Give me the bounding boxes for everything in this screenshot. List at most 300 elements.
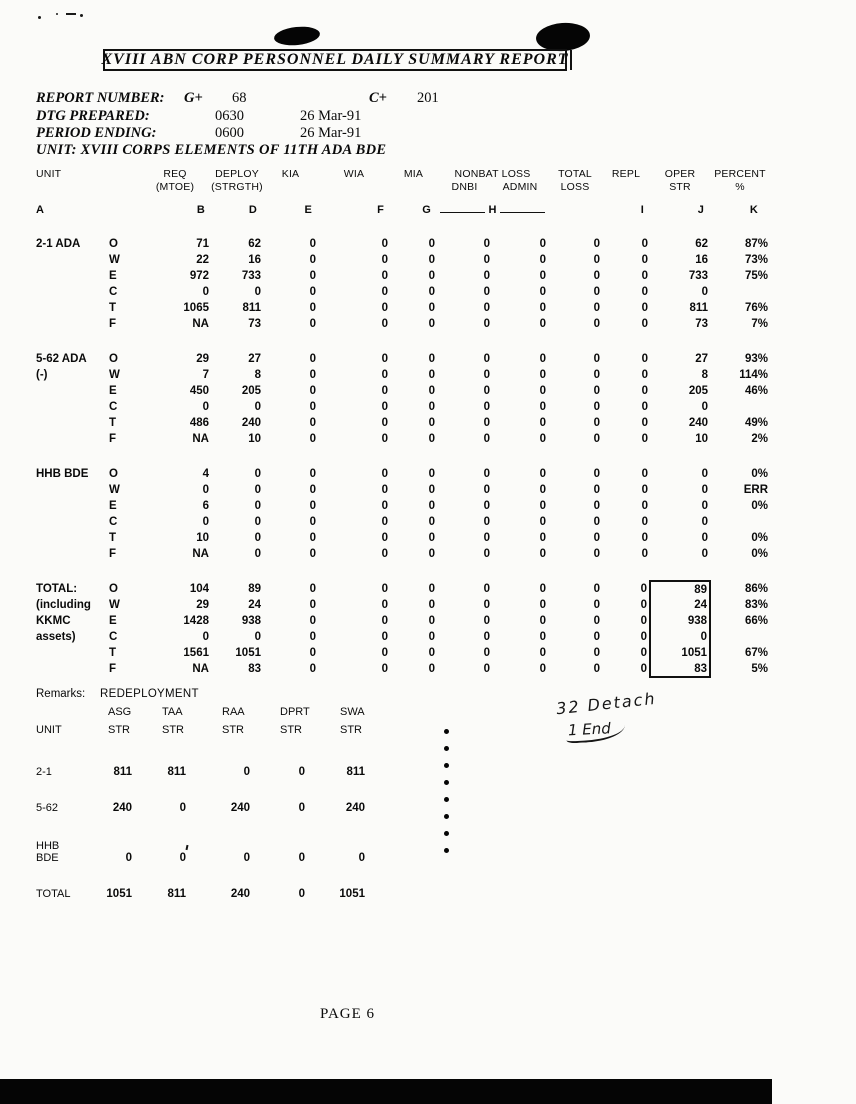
cell-value: 4	[202, 468, 209, 480]
row-letter: T	[109, 532, 117, 544]
cell-value: NA	[192, 318, 209, 330]
redeployment-label: REDEPLOYMENT	[100, 688, 199, 700]
cell-value: 0	[428, 647, 435, 659]
col-header-req: REQ	[163, 168, 187, 180]
cell-value: 0	[381, 516, 388, 528]
cell-value: 8	[701, 369, 709, 381]
unit-label	[30, 383, 105, 399]
cell-value: 0	[539, 548, 547, 560]
table-row	[30, 482, 770, 498]
col-letter-e: E	[304, 204, 312, 216]
cell-value: 0	[593, 484, 601, 496]
row-letter: O	[109, 353, 118, 365]
cell-value: 0	[428, 254, 435, 266]
unit-label	[30, 316, 105, 332]
unit-label	[30, 431, 105, 447]
cell-value: 0	[539, 433, 547, 445]
cell-value: 811	[242, 302, 261, 314]
cell-value: 0	[309, 318, 316, 330]
cell-value: ERR	[743, 484, 769, 496]
col-header-oper: OPER	[664, 168, 696, 180]
cell-value: 0	[309, 599, 316, 611]
unit-label: 5-62	[36, 802, 59, 814]
cell-value: 16	[248, 254, 261, 266]
cell-value: 0	[539, 369, 547, 381]
bullet-dot	[444, 814, 449, 819]
cell-value: 0	[428, 369, 435, 381]
cell-value: 0	[381, 500, 388, 512]
row-letter: F	[109, 318, 117, 330]
cell-value: 240	[241, 417, 261, 429]
dash-line	[500, 212, 545, 213]
g-plus-value: 68	[232, 90, 247, 106]
table-row	[30, 367, 770, 383]
dtg-prepared-time: 0630	[215, 108, 244, 124]
unit-label	[30, 300, 105, 316]
cell-value: 486	[189, 417, 209, 429]
cell-value: 0	[381, 583, 388, 595]
page-number: PAGE 6	[320, 1006, 376, 1022]
cell-value: 0	[539, 238, 547, 250]
header-letter-row	[30, 194, 770, 216]
cell-value: 86%	[744, 583, 769, 595]
unit-label	[30, 546, 105, 562]
bullet-dot	[444, 831, 449, 836]
str-label: STR	[222, 724, 244, 736]
str-label: STR	[280, 724, 302, 736]
cell-value: 0	[428, 548, 435, 560]
row-letter: E	[109, 270, 117, 282]
unit-label	[30, 645, 105, 661]
cell-value: 0	[593, 663, 601, 675]
cell-value: 0	[309, 500, 316, 512]
cell-value: 0	[428, 599, 435, 611]
cell-value: 0	[381, 401, 388, 413]
cell-value: 0	[381, 631, 388, 643]
cell-value: 0	[641, 417, 649, 429]
cell-value: 0	[539, 631, 547, 643]
cell-value: 0	[483, 353, 490, 365]
table-row	[30, 316, 770, 332]
cell-value: 22	[196, 254, 209, 266]
cell-value: 87%	[744, 238, 769, 250]
cell-value: 0	[309, 583, 316, 595]
cell-value: 83%	[744, 599, 769, 611]
cell-value: 104	[189, 583, 209, 595]
cell-value: 0	[539, 615, 547, 627]
col-letter-k: K	[749, 204, 759, 216]
cell-value: 0	[483, 433, 490, 445]
cell-value: 0	[641, 238, 649, 250]
cell-value: 0	[483, 583, 490, 595]
cell-value: 1051	[650, 645, 710, 661]
cell-value: 114%	[739, 369, 769, 381]
col-header-strgth: (STRGTH)	[211, 181, 263, 193]
row-letter: O	[109, 468, 118, 480]
cell-value: 0	[483, 254, 490, 266]
cell-value: 27	[248, 353, 261, 365]
cell-value: 938	[241, 615, 261, 627]
cell-value: 0	[640, 599, 648, 611]
cell-value: 0	[428, 500, 435, 512]
cell-value: 811	[113, 766, 132, 778]
cell-value: 1051	[235, 647, 261, 659]
cell-value: 811	[689, 302, 709, 314]
cell-value: 205	[688, 385, 709, 397]
col-header-dnbi: DNBI	[451, 181, 478, 193]
row-letter: O	[109, 583, 118, 595]
personnel-table	[30, 168, 770, 678]
cell-value: 0	[428, 468, 435, 480]
cell-value: 0	[483, 417, 490, 429]
cell-value: 0	[381, 615, 388, 627]
cell-value: 0%	[751, 532, 769, 544]
cell-value: 0	[428, 583, 435, 595]
handwritten-note	[555, 688, 658, 742]
cell-value: 0	[428, 433, 435, 445]
cell-value: 0	[202, 484, 209, 496]
dtg-prepared-line	[36, 108, 362, 125]
cell-value: 0	[483, 599, 490, 611]
cell-value: 811	[167, 888, 186, 900]
dtg-prepared-date: 26 Mar-91	[300, 108, 362, 124]
cell-value: 0	[593, 548, 601, 560]
cell-value: 0	[428, 238, 435, 250]
scan-mark	[38, 16, 41, 19]
cell-value: 73	[248, 318, 261, 330]
cell-value: 0	[641, 270, 649, 282]
period-ending-date: 26 Mar-91	[300, 125, 362, 141]
cell-value: NA	[192, 433, 209, 445]
col-header-percent: PERCENT	[714, 168, 766, 180]
cell-value: 0	[539, 500, 547, 512]
cell-value: 0	[381, 369, 388, 381]
cell-value: 0	[593, 599, 601, 611]
cell-value: 62	[695, 238, 709, 250]
cell-value: 0	[381, 532, 388, 544]
unit-label: 5-62 ADA	[36, 353, 87, 365]
cell-value: 0	[593, 583, 601, 595]
row-letter: W	[109, 484, 120, 496]
table-row	[30, 597, 770, 613]
col-header-taa: TAA	[162, 706, 183, 718]
cell-value: 0	[309, 417, 316, 429]
cell-value: 0%	[751, 500, 769, 512]
cell-value: 0	[254, 401, 261, 413]
row-letter: O	[109, 238, 118, 250]
cell-value: 811	[167, 766, 186, 778]
cell-value: 0	[381, 353, 388, 365]
cell-value: 0	[593, 254, 601, 266]
unit-label: TOTAL	[36, 888, 71, 900]
cell-value: 0	[309, 238, 316, 250]
cell-value: 0	[381, 647, 388, 659]
cell-value: 0	[539, 599, 547, 611]
cell-value: 0	[593, 516, 601, 528]
table-row	[30, 415, 770, 431]
cell-value: 0	[593, 500, 601, 512]
cell-value: 0	[539, 647, 547, 659]
cell-value: 5%	[751, 663, 769, 675]
row-letter: T	[109, 647, 117, 659]
cell-value: 0	[641, 468, 649, 480]
cell-value: 83	[248, 663, 261, 675]
cell-value: 0	[483, 238, 490, 250]
cell-value: 75%	[744, 270, 769, 282]
cell-value: 0	[701, 401, 709, 413]
cell-value: 0	[539, 663, 547, 675]
cell-value: 0	[640, 631, 648, 643]
cell-value: 0	[641, 369, 649, 381]
cell-value: 0	[309, 468, 316, 480]
dtg-prepared-label: DTG PREPARED:	[36, 108, 150, 124]
cell-value: 811	[346, 766, 365, 778]
bullet-dot	[444, 763, 449, 768]
cell-value: 0	[381, 484, 388, 496]
cell-value: 1065	[183, 302, 209, 314]
cell-value: 67%	[744, 647, 769, 659]
cell-value: 0	[309, 254, 316, 266]
cell-value: 0	[539, 353, 547, 365]
cell-value: 0	[254, 286, 261, 298]
cell-value: 0	[381, 663, 388, 675]
cell-value: 1428	[183, 615, 209, 627]
unit-label	[30, 252, 105, 268]
cell-value: 0	[428, 353, 435, 365]
cell-value: 240	[230, 802, 250, 814]
col-letter-d: D	[248, 204, 257, 216]
row-letter: C	[109, 401, 118, 413]
cell-value: 450	[189, 385, 209, 397]
cell-value: 0	[309, 647, 316, 659]
table-row	[30, 268, 770, 284]
row-letter: W	[109, 369, 120, 381]
table-row	[36, 742, 367, 778]
cell-value: 0	[593, 468, 601, 480]
cell-value: 0	[483, 663, 490, 675]
cell-value: 0	[641, 500, 649, 512]
cell-value: 205	[241, 385, 261, 397]
unit-label: 2-1 ADA	[36, 238, 81, 250]
cell-value: 0	[483, 500, 490, 512]
table-row	[36, 778, 367, 814]
cell-value	[710, 629, 770, 645]
report-number-line	[36, 90, 439, 107]
cell-value: 0	[298, 802, 305, 814]
str-label: STR	[162, 724, 184, 736]
cell-value: 0	[593, 238, 601, 250]
cell-value: 0	[539, 286, 547, 298]
table-row	[36, 814, 367, 864]
cell-value: 6	[202, 500, 209, 512]
unit-label: 2-1	[36, 766, 52, 778]
cell-value: 0	[428, 318, 435, 330]
col-header-nonbat-loss: NONBAT LOSS	[454, 168, 531, 180]
cell-value: 0	[641, 484, 649, 496]
cell-value: 938	[650, 613, 710, 629]
cell-value: 0	[381, 270, 388, 282]
cell-value: 0	[381, 238, 388, 250]
unit-label: TOTAL:	[36, 583, 78, 595]
table-row	[30, 466, 770, 482]
table-row	[30, 383, 770, 399]
cell-value: 10	[695, 433, 709, 445]
cell-value: 0	[381, 385, 388, 397]
handwritten-line-2: 1 End	[565, 718, 625, 743]
cell-value: 1051	[339, 888, 365, 900]
cell-value: 0	[298, 766, 305, 778]
table-row	[30, 661, 770, 677]
cell-value: 2%	[751, 433, 769, 445]
row-letter: C	[109, 631, 118, 643]
header-row-1	[30, 168, 770, 181]
unit-label	[30, 498, 105, 514]
cell-value: 73	[695, 318, 709, 330]
cell-value: 0	[381, 417, 388, 429]
cell-value: 0	[428, 532, 435, 544]
col-letter-f: F	[377, 204, 384, 216]
cell-value: 1561	[183, 647, 209, 659]
cell-value: 0	[254, 631, 261, 643]
cell-value: 0	[641, 286, 649, 298]
col-header-wia: WIA	[343, 168, 365, 180]
table-row	[30, 645, 770, 661]
cell-value: 0	[483, 548, 490, 560]
cell-value: NA	[192, 548, 209, 560]
bullet-dot	[444, 848, 449, 853]
cell-value: 0	[593, 385, 601, 397]
cell-value: 0	[483, 369, 490, 381]
col-header-unit: UNIT	[36, 724, 62, 736]
cell-value: 0	[309, 615, 316, 627]
period-ending-time: 0600	[215, 125, 244, 141]
cell-value: 0	[593, 532, 601, 544]
cell-value: 0	[539, 468, 547, 480]
col-header-asg: ASG	[108, 706, 132, 718]
str-label: STR	[108, 724, 130, 736]
cell-value: 0	[381, 468, 388, 480]
cell-value: 0	[483, 532, 490, 544]
redeploy-header-row-2	[36, 724, 367, 742]
cell-value: 0	[641, 254, 649, 266]
personnel-table-body	[30, 216, 770, 677]
cell-value: 0	[483, 468, 490, 480]
cell-value: 7%	[751, 318, 769, 330]
row-letter: T	[109, 302, 117, 314]
c-plus-label: C+	[369, 90, 387, 106]
period-ending-line	[36, 125, 362, 142]
handwritten-line-1: 32 Detach	[555, 688, 658, 719]
cell-value: 0	[254, 548, 261, 560]
unit-label: (including	[36, 599, 91, 611]
cell-value: 0	[298, 852, 305, 864]
scan-black-bar	[0, 1079, 772, 1104]
cell-value: 62	[248, 238, 261, 250]
table-row	[30, 530, 770, 546]
cell-value: 0	[179, 802, 186, 814]
cell-value: 0	[641, 516, 649, 528]
cell-value: 0	[428, 516, 435, 528]
cell-value: 0	[641, 548, 649, 560]
cell-value: 0	[381, 433, 388, 445]
cell-value: 0	[539, 401, 547, 413]
header-row-2	[30, 181, 770, 194]
col-header-mtoe: (MTOE)	[155, 181, 195, 193]
cell-value: 0	[309, 484, 316, 496]
cell-value: 0	[309, 302, 316, 314]
cell-value: 0	[254, 468, 261, 480]
remarks-label: Remarks:	[36, 688, 86, 700]
cell-value: 0	[641, 302, 649, 314]
cell-value: 0	[593, 353, 601, 365]
cell-value: 0	[428, 417, 435, 429]
cell-value: 0	[381, 302, 388, 314]
cell-value: 0	[381, 286, 388, 298]
unit-label	[30, 514, 105, 530]
row-letter: C	[109, 516, 118, 528]
row-letter: C	[109, 286, 118, 298]
cell-value: 0	[593, 302, 601, 314]
cell-value: 0	[483, 286, 490, 298]
cell-value: 0	[483, 385, 490, 397]
scan-artifact	[570, 50, 572, 70]
col-letter-g: G	[422, 204, 431, 216]
row-letter: W	[109, 599, 120, 611]
cell-value: 0	[641, 532, 649, 544]
cell-value: 24	[248, 599, 261, 611]
unit-label	[30, 268, 105, 284]
cell-value: 0	[539, 532, 547, 544]
table-row	[30, 252, 770, 268]
cell-value	[710, 399, 770, 415]
cell-value: 0	[298, 888, 305, 900]
cell-value: 0	[358, 852, 365, 864]
unit-label: HHB BDE	[36, 468, 89, 480]
cell-value: 0	[202, 401, 209, 413]
report-title: XVIII ABN CORP PERSONNEL DAILY SUMMARY REPORT	[101, 51, 569, 68]
unit-label	[30, 284, 105, 300]
unit-label	[30, 661, 105, 677]
scan-mark	[66, 13, 76, 15]
str-label: STR	[340, 724, 362, 736]
cell-value: 0	[483, 484, 490, 496]
cell-value: 0	[254, 500, 261, 512]
cell-value: 0	[309, 532, 316, 544]
scan-mark	[80, 14, 83, 17]
table-row	[30, 300, 770, 316]
cell-value: 240	[688, 417, 709, 429]
cell-value: 27	[695, 353, 709, 365]
col-header-repl: REPL	[611, 168, 641, 180]
cell-value: 66%	[744, 615, 769, 627]
row-letter: E	[109, 385, 117, 397]
col-header-admin: ADMIN	[502, 181, 538, 193]
col-header-pct: %	[735, 181, 745, 193]
cell-value: 0	[179, 852, 186, 864]
cell-value: 0	[593, 286, 601, 298]
cell-value: 76%	[744, 302, 769, 314]
cell-value: 0	[428, 302, 435, 314]
cell-value	[710, 284, 770, 300]
table-row	[30, 236, 770, 252]
cell-value: 972	[189, 270, 209, 282]
cell-value: 0	[641, 433, 649, 445]
cell-value: 8	[254, 369, 261, 381]
col-header-mia: MIA	[403, 168, 424, 180]
cell-value: 46%	[744, 385, 769, 397]
cell-value: 0	[539, 417, 547, 429]
cell-value: 7	[202, 369, 209, 381]
